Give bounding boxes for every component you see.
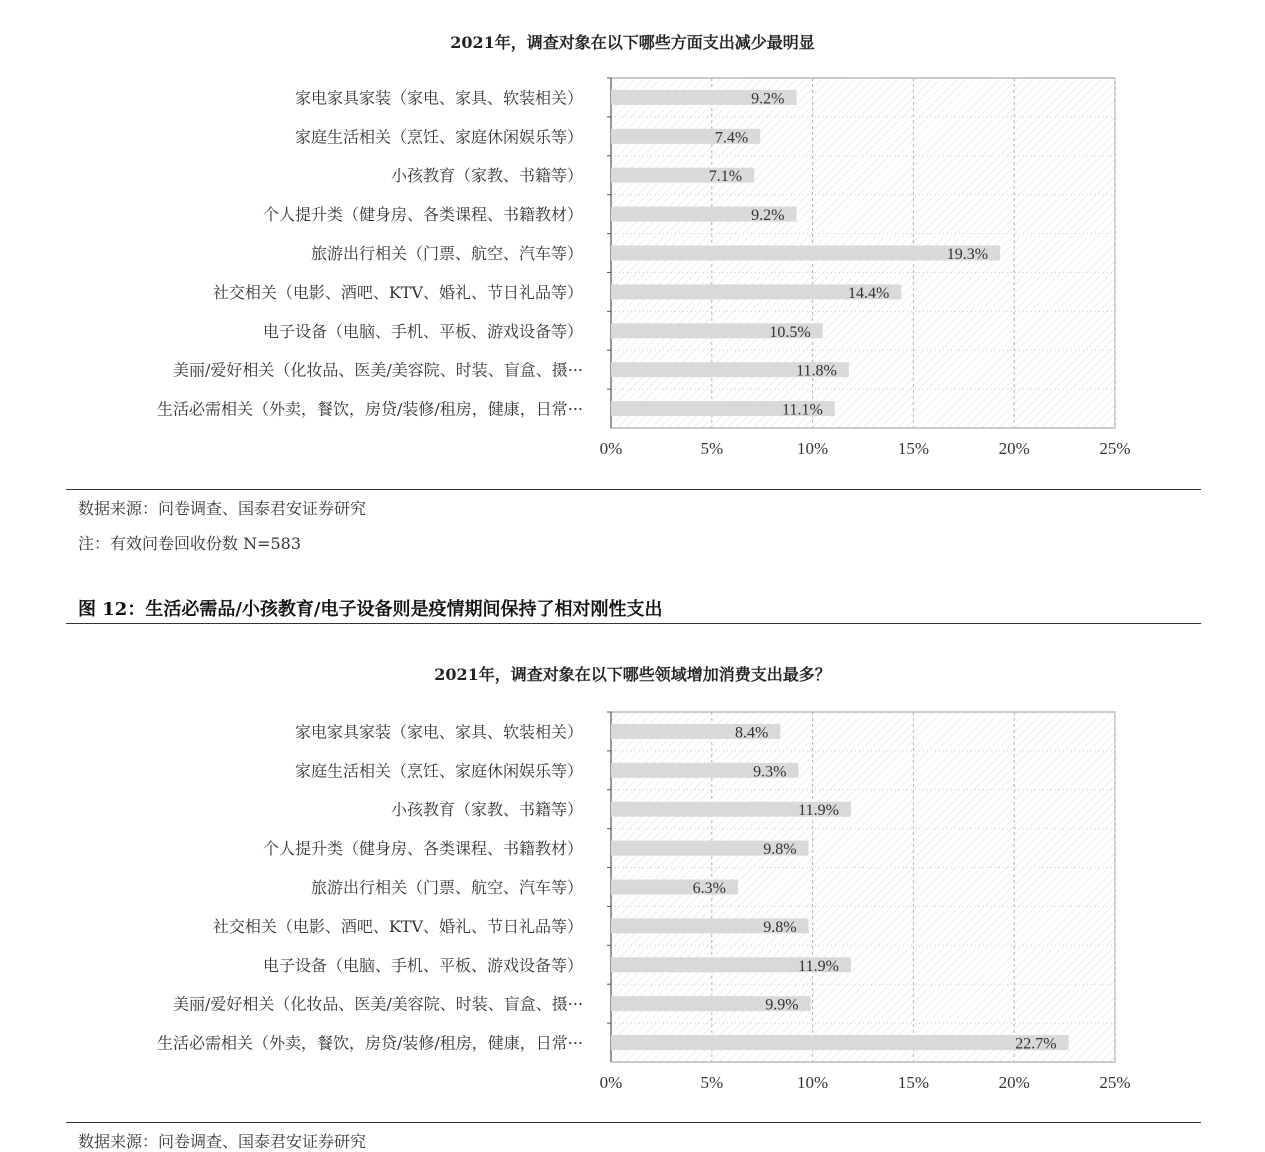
sample-size-note: 注：有效问卷回收份数 N=583 bbox=[78, 534, 302, 553]
x-tick-label: 10% bbox=[797, 1073, 829, 1092]
source-note-2: 数据来源：问卷调查、国泰君安证券研究 bbox=[78, 1132, 367, 1151]
x-tick-label: 5% bbox=[700, 439, 724, 458]
value-label: 9.8% bbox=[763, 918, 797, 936]
value-label: 11.8% bbox=[796, 362, 837, 380]
bar bbox=[611, 246, 1000, 261]
value-label: 10.5% bbox=[769, 323, 811, 341]
category-label: 生活必需相关（外卖，餐饮，房贷/装修/租房，健康，日常··· bbox=[156, 1033, 583, 1053]
value-label: 7.4% bbox=[714, 129, 749, 147]
category-label: 小孩教育（家教、书籍等） bbox=[390, 166, 583, 186]
category-label: 社交相关（电影、酒吧、KTV、婚礼、节日礼品等） bbox=[212, 282, 583, 302]
bar bbox=[611, 1035, 1069, 1050]
category-label: 电子设备（电脑、手机、平板、游戏设备等） bbox=[262, 321, 583, 341]
x-tick-label: 15% bbox=[897, 1073, 929, 1092]
chart1-title: 2021年，调查对象在以下哪些方面支出减少最明显 bbox=[450, 33, 815, 52]
category-label: 家电家具家装（家电、家具、软装相关） bbox=[294, 88, 583, 108]
x-tick-label: 25% bbox=[1099, 1073, 1131, 1092]
x-tick-label: 0% bbox=[599, 1073, 623, 1092]
value-label: 9.9% bbox=[765, 996, 799, 1014]
divider-rule bbox=[66, 489, 1201, 490]
value-label: 11.1% bbox=[782, 401, 823, 419]
chart2-title: 2021年，调查对象在以下哪些领域增加消费支出最多？ bbox=[434, 665, 831, 684]
divider-rule bbox=[66, 623, 1201, 624]
category-label: 家庭生活相关（烹饪、家庭休闲娱乐等） bbox=[294, 127, 583, 147]
value-label: 6.3% bbox=[692, 880, 727, 897]
category-label: 个人提升类（健身房、各类课程、书籍教材） bbox=[262, 205, 583, 225]
value-label: 11.9% bbox=[798, 802, 839, 820]
x-tick-label: 0% bbox=[599, 439, 623, 458]
category-label: 美丽/爱好相关（化妆品、医美/美容院、时装、盲盒、摄··· bbox=[172, 994, 583, 1014]
x-tick-label: 15% bbox=[897, 439, 929, 458]
source-note-1: 数据来源：问卷调查、国泰君安证券研究 bbox=[78, 499, 367, 518]
x-tick-label: 25% bbox=[1099, 439, 1131, 458]
category-label: 家电家具家装（家电、家具、软装相关） bbox=[294, 722, 583, 742]
category-label: 电子设备（电脑、手机、平板、游戏设备等） bbox=[262, 955, 583, 975]
value-label: 11.9% bbox=[798, 957, 839, 975]
category-label: 社交相关（电影、酒吧、KTV、婚礼、节日礼品等） bbox=[212, 916, 583, 936]
x-tick-label: 10% bbox=[797, 439, 829, 458]
figure-heading: 图 12：生活必需品/小孩教育/电子设备则是疫情期间保持了相对刚性支出 bbox=[78, 599, 663, 620]
value-label: 22.7% bbox=[1015, 1035, 1057, 1053]
value-label: 9.2% bbox=[751, 90, 785, 108]
x-tick-label: 5% bbox=[700, 1073, 724, 1092]
divider-rule bbox=[66, 1122, 1201, 1123]
chart2 bbox=[0, 694, 1265, 1104]
value-label: 9.8% bbox=[763, 841, 797, 859]
x-tick-label: 20% bbox=[998, 439, 1030, 458]
value-label: 9.2% bbox=[751, 207, 785, 225]
category-label: 旅游出行相关（门票、航空、汽车等） bbox=[310, 244, 583, 263]
category-label: 生活必需相关（外卖，餐饮，房贷/装修/租房，健康，日常··· bbox=[156, 399, 583, 419]
category-label: 美丽/爱好相关（化妆品、医美/美容院、时装、盲盒、摄··· bbox=[172, 360, 583, 380]
category-label: 小孩教育（家教、书籍等） bbox=[390, 800, 583, 820]
value-label: 8.4% bbox=[735, 724, 769, 742]
value-label: 7.1% bbox=[708, 168, 743, 186]
value-label: 19.3% bbox=[946, 246, 989, 263]
category-label: 旅游出行相关（门票、航空、汽车等） bbox=[310, 878, 583, 897]
category-label: 个人提升类（健身房、各类课程、书籍教材） bbox=[262, 839, 583, 859]
value-label: 9.3% bbox=[753, 763, 787, 781]
x-tick-label: 20% bbox=[998, 1073, 1030, 1092]
category-label: 家庭生活相关（烹饪、家庭休闲娱乐等） bbox=[294, 761, 583, 781]
chart1 bbox=[0, 60, 1265, 470]
value-label: 14.4% bbox=[847, 284, 890, 302]
